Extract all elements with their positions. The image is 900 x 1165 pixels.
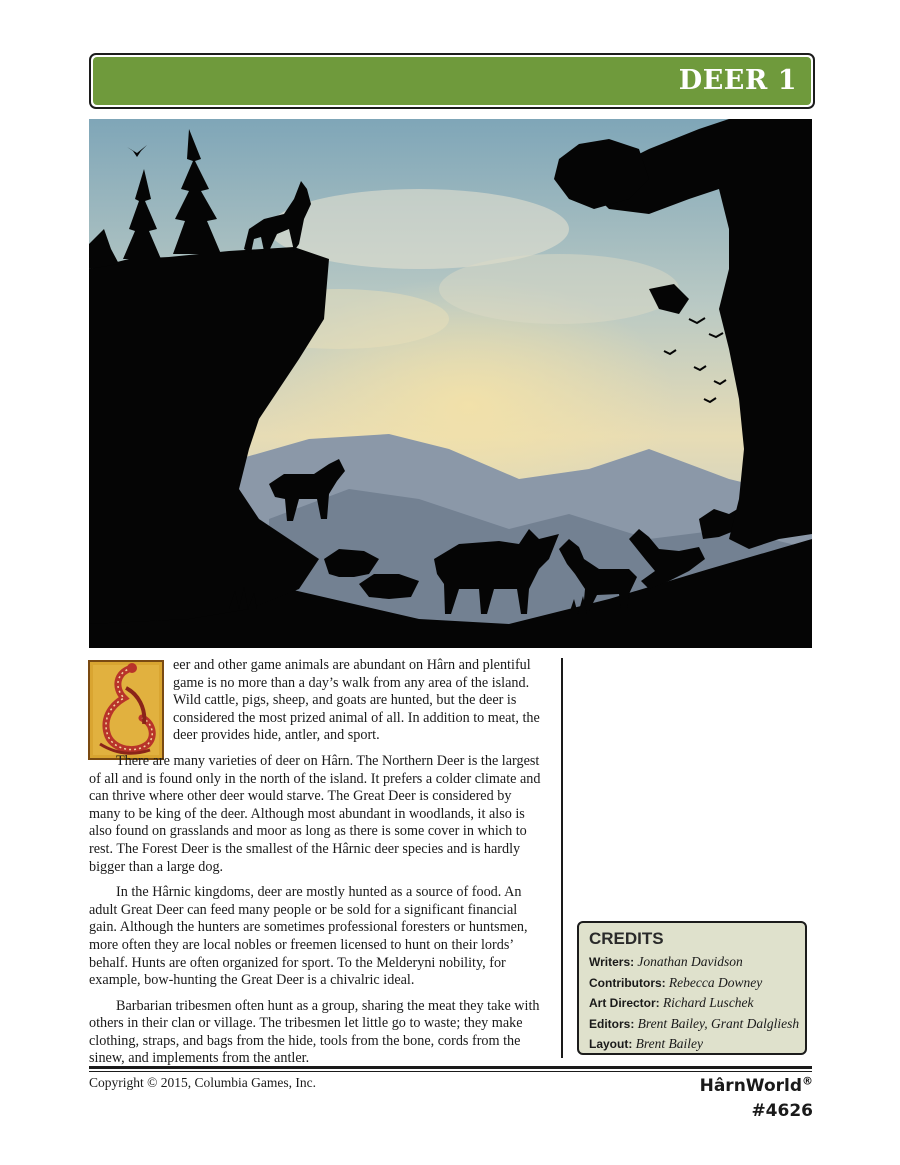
credit-role: Contributors:: [589, 975, 666, 990]
title-bar: [89, 53, 815, 109]
credit-role: Writers:: [589, 955, 635, 969]
intro-paragraph: eer and other game animals are abundant on Hârn and plentiful game is no more than a day’s walk from any area of the island. Wild cattle, pigs, sheep, and goats are hunted, but the deer is considered the most prized animal of all. In addition to meat, the deer provides hide, antler, and sport.: [173, 657, 540, 744]
copyright-notice: Copyright © 2015, Columbia Games, Inc.: [89, 1075, 316, 1090]
credit-contributors: [589, 973, 805, 994]
footer-rule-thin: [89, 1071, 812, 1072]
product-number: #4626: [751, 1101, 813, 1121]
product-brand: [700, 1074, 813, 1124]
deer-varieties-paragraph: There are many varieties of deer on Hârn. The Northern Deer is the largest of all and is found only in the north of the island. It prefers a colder climate and can thrive where other deer would starve. The Great Deer is considered by many to be king of the deer. Although most abundant in woodlands, it also is also found on grasslands and moor as long as there is some cover in which to rest. The Forest Deer is the smallest of the Hârnic deer species and is hardly bigger than a large dog.: [89, 752, 541, 875]
footer-rule: [89, 1066, 812, 1069]
body-text: [89, 657, 544, 1076]
credit-layout: [589, 1034, 805, 1055]
column-divider: [561, 658, 563, 1058]
credit-name: Brent Bailey: [635, 1036, 703, 1051]
artist-signature: L: [187, 739, 199, 758]
page-title: DEER 1: [678, 65, 797, 96]
barbarian-paragraph: Barbarian tribesmen often hunt as a group, sharing the meat they take with others in their clan or village. The tribesmen let little go to waste; they make clothing, straps, and bags from the hide, tools from the bone, cords from the sinew, and implements from the antler.: [89, 997, 540, 1067]
credit-name: Richard Luschek: [662, 995, 754, 1010]
registered-mark: ®: [802, 1074, 813, 1088]
credit-name: Jonathan Davidson: [637, 954, 743, 969]
credit-role: Layout:: [589, 1037, 633, 1051]
credit-role: Art Director:: [589, 996, 660, 1010]
credit-name: Rebecca Downey: [668, 974, 763, 990]
credit-name: Brent Bailey, Grant Dalgliesh: [637, 1015, 800, 1031]
hunting-paragraph: In the Hârnic kingdoms, deer are mostly hunted as a source of food. An adult Great Deer can feed many people or be sold for a significant financial gain. Although the hunters are sometimes professional foresters or huntsmen, more often they are local nobles or freemen licensed to hunt on their lords’ behalf. Hunts are often organized for sport. To the Melderyni nobility, for example, bow-hunting the Great Deer is a chivalric ideal.: [89, 884, 528, 989]
credits-box: [577, 921, 807, 1055]
credit-editors: [589, 1014, 805, 1035]
credit-role: Editors:: [589, 1016, 635, 1031]
credit-writers: [589, 952, 805, 973]
credits-title: CREDITS: [589, 929, 664, 948]
brand-name: HârnWorld: [699, 1076, 802, 1096]
title-band: [93, 57, 811, 105]
credit-art-director: [589, 993, 805, 1014]
